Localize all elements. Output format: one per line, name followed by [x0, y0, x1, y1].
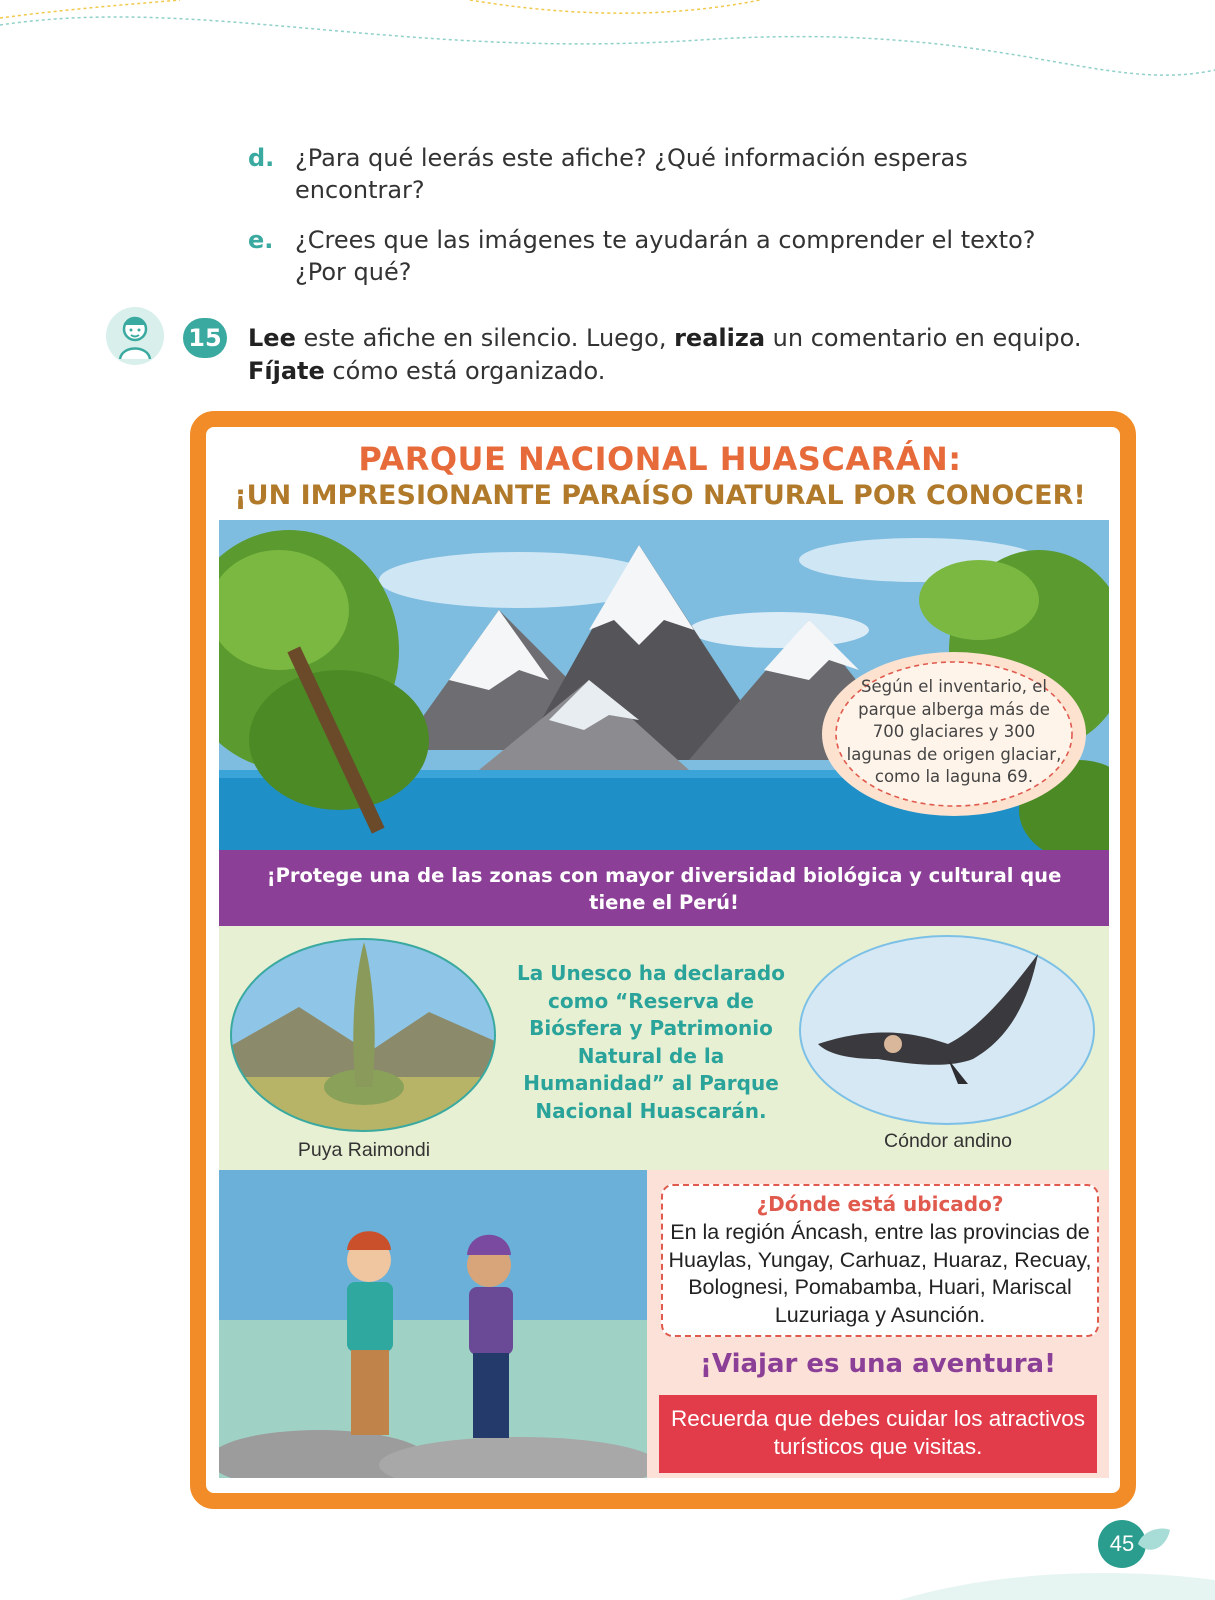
activity-instruction: [248, 322, 1108, 388]
question-text: ¿Para qué leerás este afiche? ¿Qué información esperas encontrar?: [295, 144, 968, 204]
question-letter: d.: [248, 144, 275, 172]
instruction-verb: Fíjate: [248, 357, 325, 385]
puya-raimondi-illustration: [229, 937, 497, 1133]
page-number: 45: [1098, 1520, 1146, 1568]
puya-raimondi-caption: Puya Raimondi: [297, 1139, 431, 1161]
info-bubble-text: Según el inventario, el parque alberga más de 700 glaciares y 300 lagunas de origen glaciar, como la laguna 69.: [846, 677, 1062, 786]
question-d: [248, 142, 1078, 206]
location-title: ¿Dónde está ubicado?: [756, 1192, 1004, 1216]
instruction-verb: Lee: [248, 324, 296, 352]
question-text: ¿Crees que las imágenes te ayudarán a comprender el texto? ¿Por qué?: [295, 226, 1036, 286]
instruction-text: un comentario en equipo.: [765, 324, 1082, 352]
question-e: [248, 224, 1078, 288]
travel-slogan: ¡Viajar es una aventura!: [700, 1349, 1056, 1379]
unesco-text: La Unesco ha declarado como “Reserva de Biósfera y Patrimonio Natural de la Humanidad” al Parque Nacional Huascarán.: [517, 961, 785, 1123]
instruction-text: cómo está organizado.: [324, 357, 606, 385]
andean-condor-illustration: [798, 934, 1096, 1126]
protect-banner: ¡Protege una de las zonas con mayor diversidad biológica y cultural que tiene el Perú!: [219, 850, 1109, 926]
poster-title: PARQUE NACIONAL HUASCARÁN:: [358, 440, 962, 478]
location-text: En la región Áncash, entre las provincias de Huaylas, Yungay, Carhuaz, Huaraz, Recuay, Bolognesi, Pomabamba, Huari, Mariscal Luzuriaga y Asunción.: [668, 1220, 1092, 1327]
hikers-illustration: [219, 1170, 647, 1478]
question-letter: e.: [248, 226, 274, 254]
reminder-box: Recuerda que debes cuidar los atractivos turísticos que visitas.: [659, 1395, 1097, 1473]
condor-caption: Cóndor andino: [884, 1130, 1012, 1152]
decorative-footer-wave: [900, 1555, 1215, 1600]
activity-number: 15: [183, 318, 227, 358]
instruction-verb: realiza: [674, 324, 766, 352]
decorative-wave-lines: [0, 0, 1215, 110]
poster-subtitle: ¡UN IMPRESIONANTE PARAÍSO NATURAL POR CONOCER!: [234, 480, 1086, 511]
student-avatar-icon: [106, 307, 164, 365]
instruction-text: este afiche en silencio. Luego,: [295, 324, 675, 352]
